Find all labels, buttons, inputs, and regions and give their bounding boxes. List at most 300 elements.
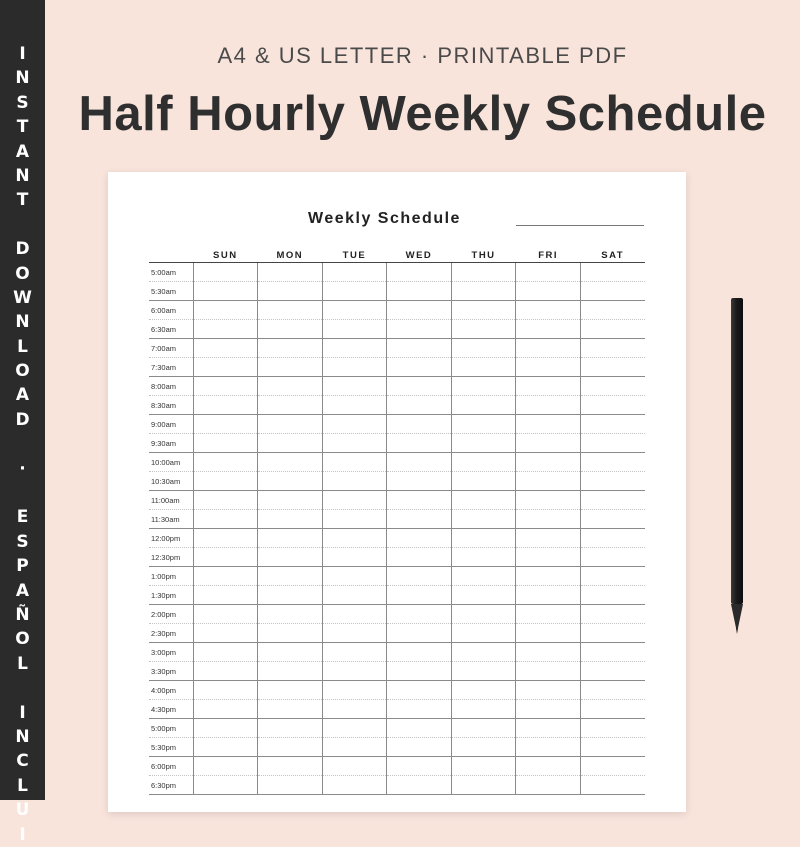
schedule-cell: [258, 700, 323, 719]
schedule-cell: [580, 358, 645, 377]
schedule-cell: [387, 529, 452, 548]
time-label: 6:30am: [149, 320, 193, 339]
schedule-cell: [451, 586, 516, 605]
time-label: 2:30pm: [149, 624, 193, 643]
schedule-cell: [516, 662, 581, 681]
subtitle: A4 & US LETTER · PRINTABLE PDF: [217, 43, 628, 68]
time-label: 4:00pm: [149, 681, 193, 700]
schedule-cell: [387, 434, 452, 453]
table-row: [149, 339, 645, 358]
table-row: [149, 681, 645, 700]
schedule-cell: [387, 472, 452, 491]
schedule-cell: [258, 586, 323, 605]
day-header: SUN: [193, 249, 258, 263]
time-label: 1:00pm: [149, 567, 193, 586]
side-banner-letter: S: [16, 92, 29, 113]
schedule-cell: [516, 567, 581, 586]
side-banner-letter: A: [15, 580, 30, 601]
table-row: [149, 719, 645, 738]
table-row: [149, 700, 645, 719]
schedule-cell: [580, 643, 645, 662]
table-row: [149, 491, 645, 510]
schedule-cell: [387, 377, 452, 396]
schedule-cell: [451, 358, 516, 377]
schedule-cell: [322, 529, 387, 548]
side-banner-letter: E: [16, 507, 29, 528]
schedule-cell: [193, 548, 258, 567]
day-header: FRI: [516, 249, 581, 263]
schedule-cell: [516, 453, 581, 472]
schedule-cell: [258, 757, 323, 776]
schedule-cell: [580, 548, 645, 567]
schedule-cell: [387, 643, 452, 662]
schedule-cell: [580, 700, 645, 719]
time-label: 1:30pm: [149, 586, 193, 605]
schedule-cell: [322, 415, 387, 434]
schedule-cell: [451, 757, 516, 776]
schedule-cell: [322, 377, 387, 396]
schedule-cell: [258, 643, 323, 662]
side-banner-letter: O: [15, 263, 30, 284]
schedule-cell: [193, 643, 258, 662]
schedule-cell: [451, 567, 516, 586]
schedule-cell: [387, 586, 452, 605]
schedule-cell: [516, 510, 581, 529]
schedule-cell: [322, 757, 387, 776]
schedule-cell: [387, 396, 452, 415]
side-banner-letter: N: [15, 312, 30, 333]
schedule-cell: [580, 738, 645, 757]
day-header: TUE: [322, 249, 387, 263]
schedule-cell: [193, 358, 258, 377]
time-label: 9:00am: [149, 415, 193, 434]
schedule-cell: [193, 320, 258, 339]
schedule-cell: [258, 529, 323, 548]
table-row: [149, 643, 645, 662]
schedule-cell: [451, 510, 516, 529]
side-banner-letter: U: [15, 800, 30, 821]
schedule-cell: [193, 472, 258, 491]
schedule-cell: [258, 358, 323, 377]
side-banner-letter: [0, 676, 45, 700]
schedule-cell: [193, 567, 258, 586]
schedule-sheet: [108, 172, 686, 812]
table-row: [149, 529, 645, 548]
schedule-cell: [193, 586, 258, 605]
side-banner-letter: I: [19, 44, 26, 64]
schedule-cell: [387, 700, 452, 719]
schedule-cell: [580, 453, 645, 472]
table-row: [149, 263, 645, 282]
time-label: 7:30am: [149, 358, 193, 377]
side-banner-letter: W: [13, 287, 32, 308]
schedule-cell: [387, 548, 452, 567]
schedule-cell: [451, 700, 516, 719]
schedule-cell: [451, 662, 516, 681]
side-banner-letter: L: [17, 653, 28, 674]
schedule-cell: [516, 738, 581, 757]
schedule-cell: [387, 358, 452, 377]
schedule-cell: [322, 605, 387, 624]
schedule-cell: [451, 681, 516, 700]
side-banner-letter: A: [15, 141, 30, 162]
table-row: [149, 320, 645, 339]
schedule-cell: [322, 263, 387, 282]
side-banner-letter: I: [19, 824, 26, 845]
schedule-cell: [516, 434, 581, 453]
schedule-cell: [451, 719, 516, 738]
side-banner-letter: A: [15, 385, 30, 406]
table-row: [149, 434, 645, 453]
side-banner-text: [0, 42, 45, 847]
schedule-cell: [580, 567, 645, 586]
table-row: [149, 662, 645, 681]
schedule-cell: [322, 434, 387, 453]
schedule-cell: [387, 681, 452, 700]
schedule-cell: [258, 662, 323, 681]
time-label: 6:30pm: [149, 776, 193, 795]
schedule-cell: [193, 263, 258, 282]
schedule-cell: [516, 358, 581, 377]
schedule-cell: [322, 396, 387, 415]
table-row: [149, 358, 645, 377]
schedule-cell: [258, 377, 323, 396]
schedule-cell: [258, 472, 323, 491]
day-header: THU: [451, 249, 516, 263]
schedule-cell: [322, 624, 387, 643]
schedule-cell: [580, 662, 645, 681]
schedule-cell: [451, 415, 516, 434]
schedule-cell: [258, 301, 323, 320]
schedule-cell: [580, 776, 645, 795]
schedule-cell: [322, 510, 387, 529]
schedule-cell: [516, 491, 581, 510]
side-banner-letter: Ñ: [15, 604, 30, 625]
schedule-cell: [193, 510, 258, 529]
schedule-cell: [258, 681, 323, 700]
schedule-cell: [322, 586, 387, 605]
table-row: [149, 567, 645, 586]
schedule-cell: [451, 301, 516, 320]
schedule-cell: [387, 510, 452, 529]
side-banner-letter: O: [15, 361, 30, 382]
schedule-cell: [516, 643, 581, 662]
schedule-cell: [258, 719, 323, 738]
table-row: [149, 757, 645, 776]
schedule-cell: [258, 434, 323, 453]
schedule-cell: [322, 301, 387, 320]
schedule-cell: [193, 415, 258, 434]
schedule-cell: [193, 282, 258, 301]
schedule-cell: [451, 776, 516, 795]
time-label: 11:30am: [149, 510, 193, 529]
schedule-cell: [322, 320, 387, 339]
side-banner: [0, 0, 45, 845]
side-banner-letter: T: [16, 117, 29, 138]
schedule-cell: [322, 643, 387, 662]
schedule-cell: [322, 339, 387, 358]
schedule-cell: [387, 263, 452, 282]
table-row: [149, 605, 645, 624]
side-banner-letter: N: [15, 726, 30, 747]
side-banner-letter: O: [15, 629, 30, 650]
schedule-cell: [322, 738, 387, 757]
time-label: 5:00pm: [149, 719, 193, 738]
schedule-cell: [387, 415, 452, 434]
schedule-cell: [387, 453, 452, 472]
schedule-cell: [451, 434, 516, 453]
time-label: 5:30pm: [149, 738, 193, 757]
schedule-cell: [258, 263, 323, 282]
table-row: [149, 453, 645, 472]
schedule-cell: [516, 377, 581, 396]
schedule-cell: [258, 282, 323, 301]
schedule-cell: [322, 662, 387, 681]
schedule-cell: [516, 320, 581, 339]
table-row: [149, 624, 645, 643]
schedule-cell: [516, 681, 581, 700]
pencil-icon: [730, 298, 744, 634]
time-label: 3:30pm: [149, 662, 193, 681]
side-banner-letter: D: [15, 409, 30, 430]
schedule-cell: [322, 491, 387, 510]
schedule-cell: [516, 415, 581, 434]
time-label: 12:00pm: [149, 529, 193, 548]
schedule-cell: [516, 472, 581, 491]
time-label: 4:30pm: [149, 700, 193, 719]
schedule-cell: [193, 377, 258, 396]
schedule-cell: [258, 491, 323, 510]
schedule-cell: [387, 719, 452, 738]
schedule-cell: [322, 719, 387, 738]
sheet-title: Weekly Schedule: [308, 210, 461, 227]
schedule-cell: [516, 605, 581, 624]
schedule-cell: [451, 339, 516, 358]
page-title: Half Hourly Weekly Schedule: [78, 87, 767, 141]
schedule-cell: [451, 396, 516, 415]
time-label: 5:00am: [149, 263, 193, 282]
schedule-cell: [580, 624, 645, 643]
schedule-cell: [387, 757, 452, 776]
schedule-cell: [451, 643, 516, 662]
schedule-cell: [516, 776, 581, 795]
schedule-cell: [322, 548, 387, 567]
schedule-cell: [516, 700, 581, 719]
schedule-cell: [322, 567, 387, 586]
schedule-cell: [580, 510, 645, 529]
schedule-cell: [580, 396, 645, 415]
side-banner-letter: N: [15, 165, 30, 186]
schedule-cell: [322, 472, 387, 491]
schedule-cell: [322, 453, 387, 472]
schedule-cell: [193, 339, 258, 358]
schedule-cell: [580, 472, 645, 491]
table-row: [149, 472, 645, 491]
schedule-cell: [451, 472, 516, 491]
schedule-cell: [580, 320, 645, 339]
schedule-cell: [258, 396, 323, 415]
schedule-cell: [451, 548, 516, 567]
time-label: 10:00am: [149, 453, 193, 472]
time-label: 11:00am: [149, 491, 193, 510]
schedule-cell: [451, 491, 516, 510]
schedule-cell: [258, 776, 323, 795]
schedule-cell: [258, 605, 323, 624]
schedule-cell: [516, 396, 581, 415]
schedule-cell: [580, 415, 645, 434]
schedule-cell: [516, 339, 581, 358]
schedule-cell: [193, 719, 258, 738]
schedule-cell: [193, 662, 258, 681]
schedule-cell: [580, 434, 645, 453]
schedule-cell: [516, 586, 581, 605]
schedule-cell: [387, 339, 452, 358]
schedule-cell: [451, 263, 516, 282]
schedule-cell: [322, 358, 387, 377]
schedule-cell: [451, 529, 516, 548]
schedule-cell: [193, 529, 258, 548]
schedule-cell: [258, 548, 323, 567]
time-label: 8:30am: [149, 396, 193, 415]
schedule-cell: [451, 377, 516, 396]
schedule-cell: [387, 282, 452, 301]
time-label: 8:00am: [149, 377, 193, 396]
schedule-cell: [322, 776, 387, 795]
schedule-cell: [580, 491, 645, 510]
schedule-cell: [193, 396, 258, 415]
schedule-cell: [387, 624, 452, 643]
schedule-cell: [516, 282, 581, 301]
schedule-cell: [451, 320, 516, 339]
side-banner-letter: [0, 481, 45, 505]
side-banner-letter: [0, 432, 45, 456]
schedule-cell: [387, 491, 452, 510]
schedule-cell: [451, 605, 516, 624]
schedule-cell: [258, 453, 323, 472]
schedule-cell: [322, 681, 387, 700]
time-label: 10:30am: [149, 472, 193, 491]
schedule-cell: [451, 282, 516, 301]
schedule-cell: [516, 624, 581, 643]
schedule-cell: [193, 491, 258, 510]
schedule-cell: [516, 263, 581, 282]
schedule-cell: [516, 548, 581, 567]
schedule-cell: [516, 301, 581, 320]
side-banner-letter: [0, 213, 45, 237]
time-label: 6:00am: [149, 301, 193, 320]
table-row: [149, 301, 645, 320]
schedule-cell: [193, 681, 258, 700]
schedule-cell: [580, 529, 645, 548]
schedule-grid: [149, 249, 645, 795]
schedule-cell: [387, 605, 452, 624]
table-row: [149, 738, 645, 757]
schedule-cell: [580, 681, 645, 700]
schedule-cell: [580, 605, 645, 624]
schedule-cell: [580, 301, 645, 320]
side-banner-letter: N: [15, 68, 30, 89]
schedule-cell: [451, 624, 516, 643]
schedule-cell: [322, 282, 387, 301]
time-label: 12:30pm: [149, 548, 193, 567]
time-label: 2:00pm: [149, 605, 193, 624]
side-banner-letter: P: [16, 556, 29, 577]
schedule-cell: [516, 757, 581, 776]
schedule-cell: [580, 586, 645, 605]
time-label: 9:30am: [149, 434, 193, 453]
schedule-cell: [580, 377, 645, 396]
schedule-cell: [193, 605, 258, 624]
schedule-cell: [322, 700, 387, 719]
schedule-cell: [258, 624, 323, 643]
day-header: MON: [258, 249, 323, 263]
schedule-cell: [580, 719, 645, 738]
side-banner-letter: T: [16, 190, 29, 211]
table-row: [149, 510, 645, 529]
time-label: 7:00am: [149, 339, 193, 358]
table-row: [149, 377, 645, 396]
schedule-cell: [193, 700, 258, 719]
schedule-cell: [580, 757, 645, 776]
schedule-cell: [193, 453, 258, 472]
schedule-cell: [580, 282, 645, 301]
schedule-cell: [387, 320, 452, 339]
schedule-cell: [387, 662, 452, 681]
schedule-cell: [387, 567, 452, 586]
schedule-cell: [258, 567, 323, 586]
schedule-cell: [193, 757, 258, 776]
table-row: [149, 548, 645, 567]
side-banner-letter: C: [16, 751, 29, 772]
schedule-cell: [258, 415, 323, 434]
table-row: [149, 776, 645, 795]
schedule-cell: [193, 434, 258, 453]
time-label: 3:00pm: [149, 643, 193, 662]
schedule-cell: [193, 624, 258, 643]
table-row: [149, 415, 645, 434]
table-row: [149, 586, 645, 605]
table-row: [149, 282, 645, 301]
schedule-cell: [516, 529, 581, 548]
side-banner-letter: ·: [19, 458, 26, 479]
schedule-cell: [193, 301, 258, 320]
side-banner-letter: L: [17, 775, 28, 796]
day-header: WED: [387, 249, 452, 263]
schedule-cell: [580, 339, 645, 358]
schedule-cell: [258, 339, 323, 358]
schedule-cell: [193, 776, 258, 795]
time-label: 5:30am: [149, 282, 193, 301]
schedule-cell: [258, 320, 323, 339]
schedule-cell: [258, 510, 323, 529]
side-banner-letter: L: [17, 336, 28, 357]
schedule-cell: [580, 263, 645, 282]
time-column-header: [149, 249, 193, 263]
schedule-cell: [193, 738, 258, 757]
table-row: [149, 396, 645, 415]
schedule-cell: [516, 719, 581, 738]
schedule-cell: [451, 738, 516, 757]
schedule-cell: [387, 738, 452, 757]
schedule-cell: [387, 776, 452, 795]
side-banner-letter: I: [19, 702, 26, 723]
day-header: SAT: [580, 249, 645, 263]
time-label: 6:00pm: [149, 757, 193, 776]
side-banner-letter: D: [15, 239, 30, 260]
side-banner-letter: S: [16, 531, 29, 552]
schedule-cell: [258, 738, 323, 757]
schedule-cell: [387, 301, 452, 320]
